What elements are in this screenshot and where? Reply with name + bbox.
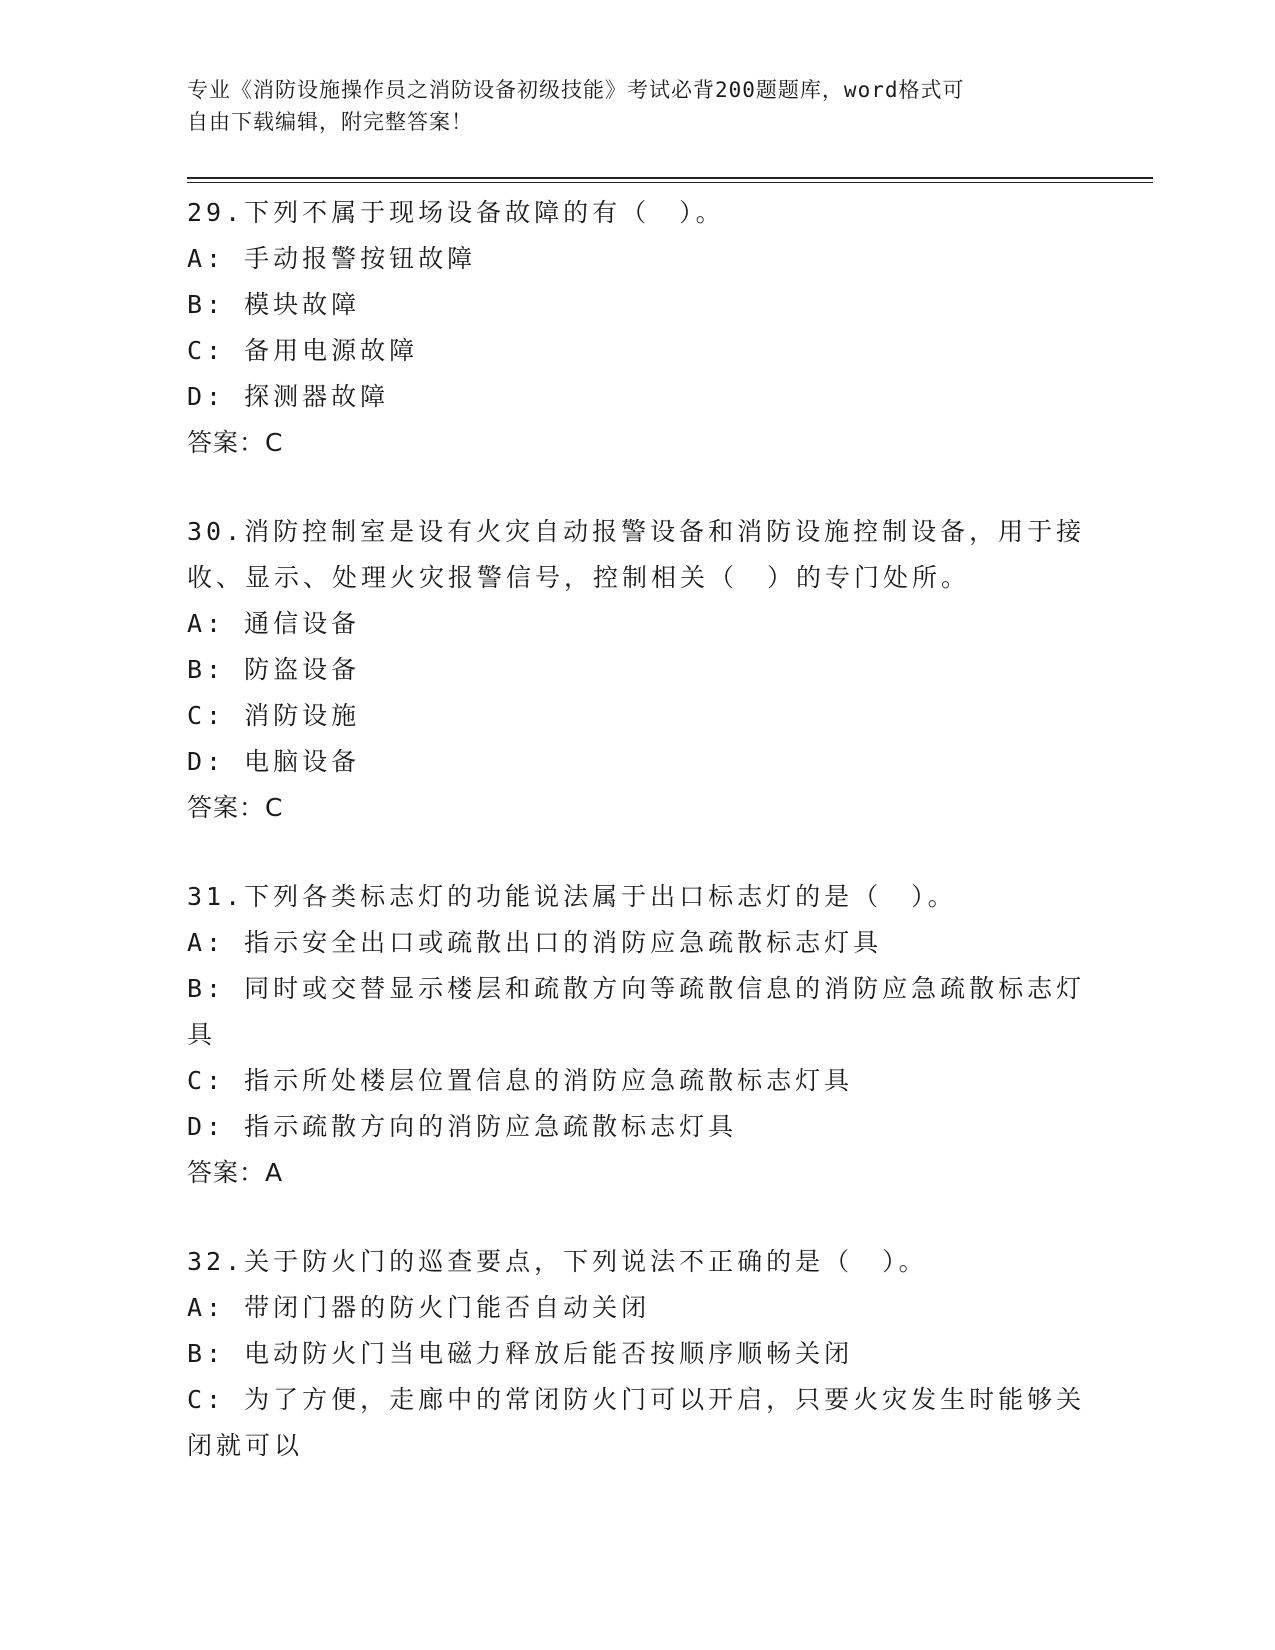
question-item bbox=[187, 509, 1087, 831]
question-stem: 29.下列不属于现场设备故障的有（ ）。 bbox=[187, 198, 725, 227]
header-line-1: 专业《消防设施操作员之消防设备初级技能》考试必背200题题库，word格式可 bbox=[187, 78, 965, 102]
question-item bbox=[187, 1239, 1087, 1469]
question-item bbox=[187, 874, 1087, 1196]
question-item bbox=[187, 190, 1087, 466]
question-stem: 31.下列各类标志灯的功能说法属于出口标志灯的是（ ）。 bbox=[187, 882, 957, 911]
header-line-2: 自由下载编辑，附完整答案！ bbox=[187, 110, 473, 134]
option-a: A: 指示安全出口或疏散出口的消防应急疏散标志灯具 bbox=[187, 928, 883, 957]
question-list bbox=[187, 190, 1087, 1512]
option-d: D: 指示疏散方向的消防应急疏散标志灯具 bbox=[187, 1112, 738, 1141]
option-b: B: 模块故障 bbox=[187, 290, 361, 319]
option-b: B: 同时或交替显示楼层和疏散方向等疏散信息的消防应急疏散标志灯具 bbox=[187, 974, 1086, 1049]
option-d: D: 探测器故障 bbox=[187, 382, 390, 411]
option-b: B: 防盗设备 bbox=[187, 655, 361, 684]
option-a: A: 手动报警按钮故障 bbox=[187, 244, 477, 273]
option-d: D: 电脑设备 bbox=[187, 747, 361, 776]
option-a: A: 通信设备 bbox=[187, 609, 361, 638]
document-header bbox=[187, 74, 1067, 138]
header-divider-thick bbox=[187, 177, 1153, 179]
question-stem: 32.关于防火门的巡查要点，下列说法不正确的是（ ）。 bbox=[187, 1247, 928, 1276]
question-stem: 30.消防控制室是设有火灾自动报警设备和消防设施控制设备，用于接收、显示、处理火灾报警信号，控制相关（ ）的专门处所。 bbox=[187, 517, 1086, 592]
option-c: C: 为了方便，走廊中的常闭防火门可以开启，只要火灾发生时能够关闭就可以 bbox=[187, 1385, 1086, 1460]
option-c: C: 备用电源故障 bbox=[187, 336, 419, 365]
option-a: A: 带闭门器的防火门能否自动关闭 bbox=[187, 1293, 651, 1322]
option-c: C: 消防设施 bbox=[187, 701, 361, 730]
answer-label: 答案：A bbox=[187, 1158, 284, 1187]
header-divider-thin bbox=[187, 182, 1153, 183]
option-c: C: 指示所处楼层位置信息的消防应急疏散标志灯具 bbox=[187, 1066, 854, 1095]
option-b: B: 电动防火门当电磁力释放后能否按顺序顺畅关闭 bbox=[187, 1339, 854, 1368]
answer-label: 答案：C bbox=[187, 428, 284, 457]
answer-label: 答案：C bbox=[187, 793, 284, 822]
